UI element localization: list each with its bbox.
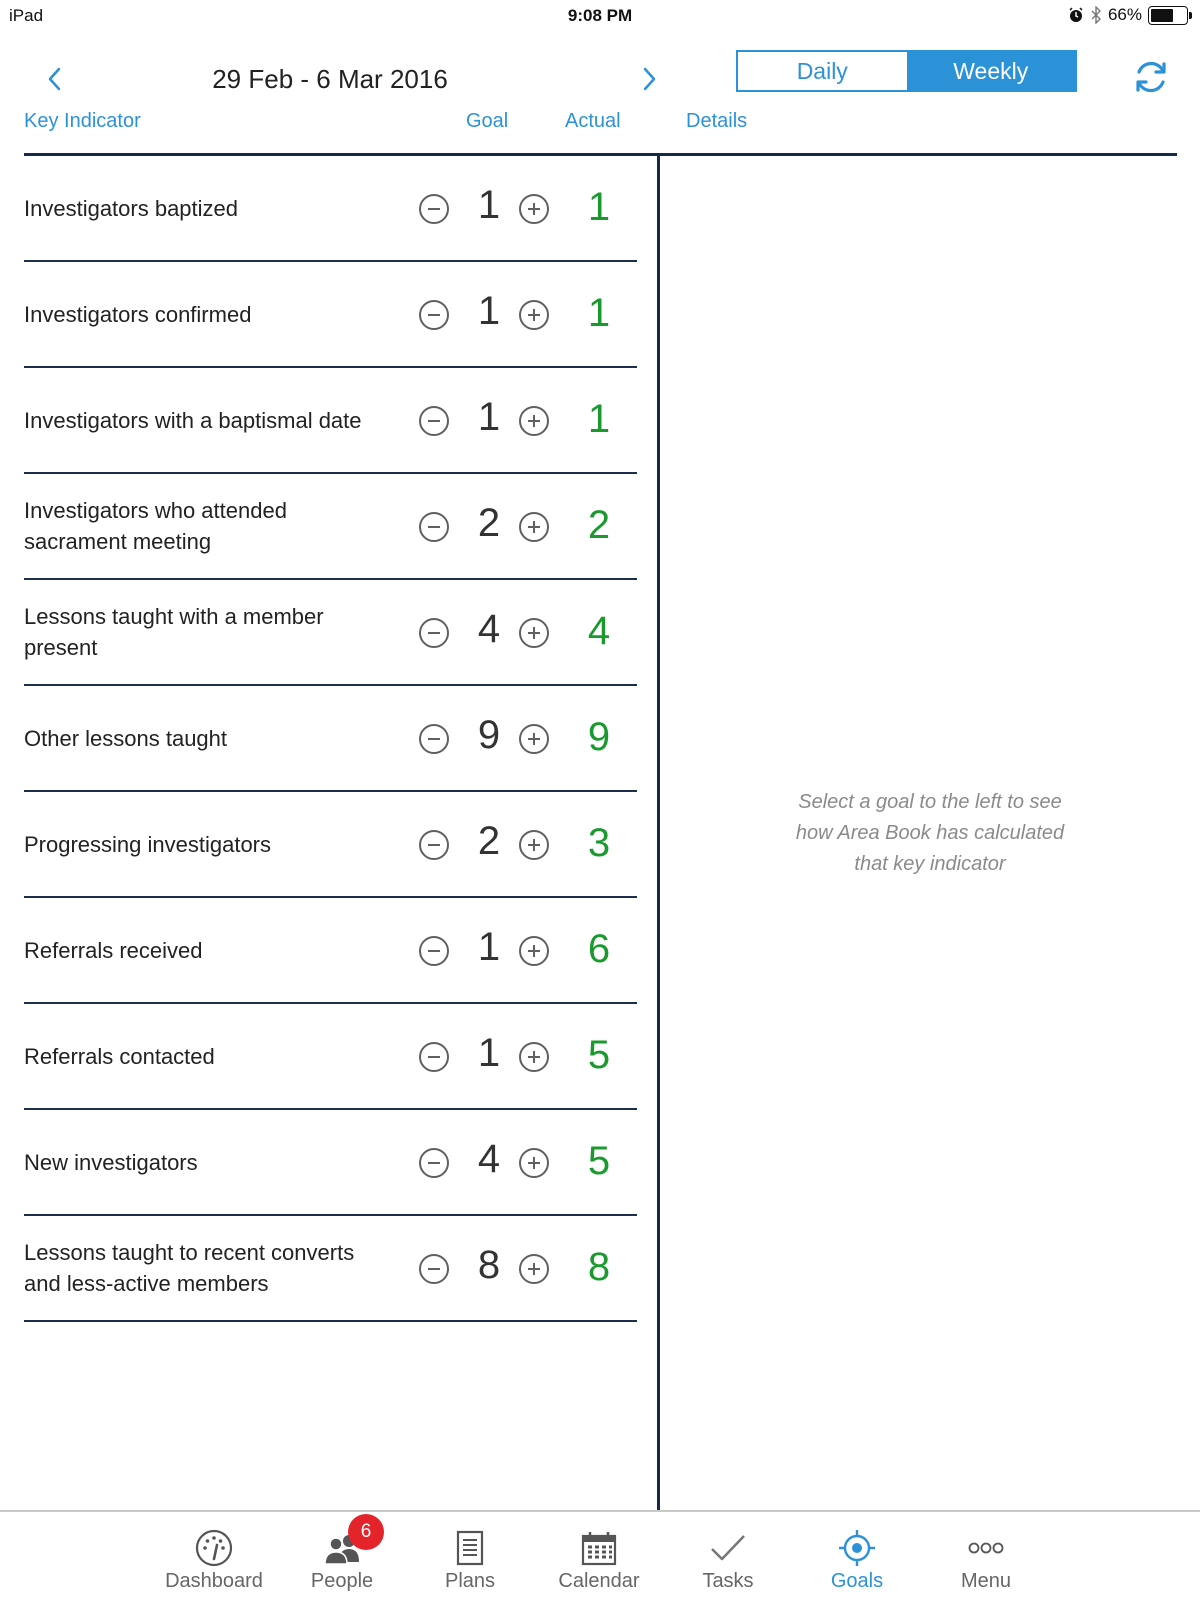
- decrement-goal-button[interactable]: [419, 406, 449, 436]
- indicator-label: Referrals contacted: [24, 1043, 215, 1069]
- increment-goal-button[interactable]: [519, 1042, 549, 1072]
- decrement-goal-button[interactable]: [419, 618, 449, 648]
- tab-label: People: [310, 1570, 374, 1592]
- tab-menu[interactable]: [922, 1512, 1050, 1600]
- goal-value: 1: [477, 1031, 501, 1075]
- tab-label: Menu: [960, 1570, 1012, 1592]
- panel-divider: [657, 153, 660, 1510]
- battery-percent: 66%: [1107, 5, 1142, 24]
- goal-value: 2: [477, 501, 501, 545]
- column-header-goal: Goal: [466, 110, 509, 132]
- battery-icon: [1148, 6, 1188, 25]
- indicator-row[interactable]: [24, 474, 637, 580]
- tab-label: Tasks: [702, 1570, 754, 1592]
- indicator-label: Referrals received: [24, 937, 203, 963]
- actual-value: 6: [587, 927, 611, 971]
- tab-people[interactable]: [278, 1512, 406, 1600]
- goal-value: 2: [477, 819, 501, 863]
- actual-value: 9: [587, 715, 611, 759]
- increment-goal-button[interactable]: [519, 1148, 549, 1178]
- tab-calendar[interactable]: [535, 1512, 663, 1600]
- actual-value: 1: [587, 291, 611, 335]
- chevron-left-icon[interactable]: [40, 62, 70, 96]
- calendar-icon: [579, 1528, 619, 1568]
- goal-value: 4: [477, 607, 501, 651]
- decrement-goal-button[interactable]: [419, 512, 449, 542]
- indicator-row[interactable]: [24, 1110, 637, 1216]
- dashboard-icon: [194, 1528, 234, 1568]
- indicator-row[interactable]: [24, 1004, 637, 1110]
- period-toggle: [736, 50, 1077, 92]
- goals-icon: [837, 1528, 877, 1568]
- details-hint-line: that key indicator: [854, 853, 1006, 875]
- tab-tasks[interactable]: [664, 1512, 792, 1600]
- weekly-toggle-button[interactable]: Weekly: [907, 52, 1076, 90]
- actual-value: 5: [587, 1139, 611, 1183]
- indicator-label: Investigators with a baptismal date: [24, 407, 362, 433]
- indicator-label: Lessons taught with a member present: [24, 604, 324, 660]
- tasks-icon: [708, 1528, 748, 1568]
- indicator-row[interactable]: [24, 792, 637, 898]
- tab-label: Calendar: [558, 1570, 640, 1592]
- indicator-label: Progressing investigators: [24, 831, 272, 857]
- indicator-label: Investigators confirmed: [24, 301, 252, 327]
- goal-value: 4: [477, 1137, 501, 1181]
- actual-value: 8: [587, 1245, 611, 1289]
- tab-plans[interactable]: [406, 1512, 534, 1600]
- increment-goal-button[interactable]: [519, 300, 549, 330]
- battery-level: [1151, 9, 1173, 22]
- increment-goal-button[interactable]: [519, 618, 549, 648]
- decrement-goal-button[interactable]: [419, 194, 449, 224]
- tab-goals[interactable]: [793, 1512, 921, 1600]
- tab-label: Dashboard: [165, 1570, 263, 1592]
- details-hint-line: Select a goal to the left to see: [798, 791, 1062, 813]
- menu-icon: [966, 1528, 1006, 1568]
- indicator-row[interactable]: [24, 580, 637, 686]
- goal-value: 1: [477, 395, 501, 439]
- indicator-row[interactable]: [24, 686, 637, 792]
- decrement-goal-button[interactable]: [419, 724, 449, 754]
- tab-label: Plans: [444, 1570, 496, 1592]
- indicator-row[interactable]: [24, 898, 637, 1004]
- plans-icon: [450, 1528, 490, 1568]
- bluetooth-icon: [1090, 6, 1102, 24]
- details-hint-line: how Area Book has calculated: [795, 822, 1065, 844]
- goal-value: 8: [477, 1243, 501, 1287]
- status-time: 9:08 PM: [567, 6, 633, 25]
- decrement-goal-button[interactable]: [419, 1148, 449, 1178]
- decrement-goal-button[interactable]: [419, 300, 449, 330]
- decrement-goal-button[interactable]: [419, 830, 449, 860]
- indicator-label: Investigators baptized: [24, 195, 239, 221]
- increment-goal-button[interactable]: [519, 936, 549, 966]
- actual-value: 1: [587, 397, 611, 441]
- indicator-label: Other lessons taught: [24, 725, 228, 751]
- chevron-right-icon[interactable]: [634, 62, 664, 96]
- increment-goal-button[interactable]: [519, 724, 549, 754]
- increment-goal-button[interactable]: [519, 1254, 549, 1284]
- decrement-goal-button[interactable]: [419, 1254, 449, 1284]
- decrement-goal-button[interactable]: [419, 936, 449, 966]
- people-badge: 6: [348, 1514, 384, 1550]
- sync-icon[interactable]: [1130, 56, 1172, 98]
- actual-value: 4: [587, 609, 611, 653]
- indicator-row[interactable]: [24, 368, 637, 474]
- actual-value: 3: [587, 821, 611, 865]
- increment-goal-button[interactable]: [519, 194, 549, 224]
- increment-goal-button[interactable]: [519, 512, 549, 542]
- indicator-row[interactable]: [24, 1216, 637, 1322]
- actual-value: 1: [587, 185, 611, 229]
- column-header-actual: Actual: [565, 110, 621, 132]
- tab-dashboard[interactable]: [150, 1512, 278, 1600]
- goal-value: 1: [477, 925, 501, 969]
- goal-value: 1: [477, 289, 501, 333]
- daily-toggle-button[interactable]: Daily: [738, 52, 907, 90]
- increment-goal-button[interactable]: [519, 406, 549, 436]
- actual-value: 2: [587, 503, 611, 547]
- indicator-label: Lessons taught to recent converts and less-active members: [24, 1240, 355, 1296]
- column-header-details: Details: [686, 110, 748, 132]
- decrement-goal-button[interactable]: [419, 1042, 449, 1072]
- details-empty-hint: [750, 787, 1110, 880]
- indicator-label: Investigators who attended sacrament meeting: [24, 498, 287, 554]
- goal-value: 1: [477, 183, 501, 227]
- tab-bar: [0, 1510, 1200, 1600]
- goal-value: 9: [477, 713, 501, 757]
- increment-goal-button[interactable]: [519, 830, 549, 860]
- actual-value: 5: [587, 1033, 611, 1077]
- date-range-title: 29 Feb - 6 Mar 2016: [212, 64, 448, 94]
- indicator-row[interactable]: [24, 262, 637, 368]
- status-indicators: [1068, 5, 1188, 25]
- column-header-key-indicator: Key Indicator: [24, 110, 141, 132]
- device-name: iPad: [9, 6, 44, 25]
- status-bar: [0, 0, 1200, 34]
- indicator-row[interactable]: [24, 156, 637, 262]
- tab-label: Goals: [830, 1570, 884, 1592]
- indicator-label: New investigators: [24, 1149, 198, 1175]
- alarm-icon: [1068, 7, 1084, 23]
